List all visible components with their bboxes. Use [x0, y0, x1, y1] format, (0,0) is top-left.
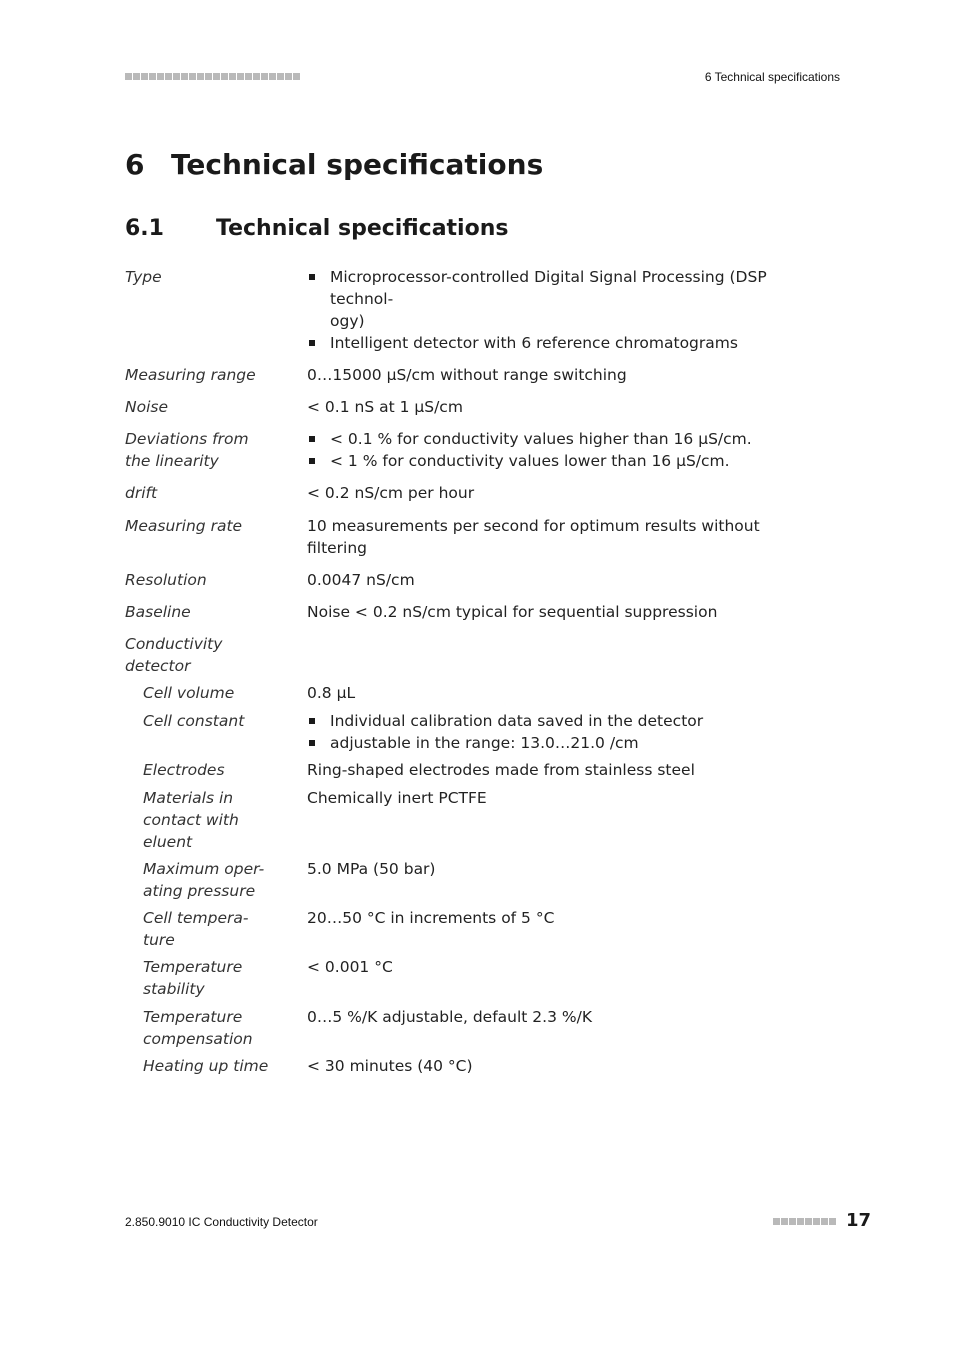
spec-label: Cell volume: [143, 684, 235, 702]
spec-label: Cell tempera- ture: [143, 909, 249, 949]
header-decoration: [125, 73, 300, 80]
spec-row-conductivity-detector: [125, 633, 815, 677]
spec-row-drift: [125, 482, 815, 504]
spec-row-temperature-compensation: [125, 1006, 815, 1050]
spec-row-measuring-rate: [125, 515, 815, 559]
spec-label: Temperature compensation: [143, 1008, 253, 1048]
chapter-title: Technical specifications: [171, 148, 544, 181]
spec-row-temperature-stability: [125, 956, 815, 1000]
spec-value: 0…15000 µS/cm without range switching: [307, 366, 627, 384]
spec-row-type: [125, 266, 815, 354]
spec-table: [125, 266, 815, 1077]
spec-row-heating-up-time: [125, 1055, 815, 1077]
bullet-item: Intelligent detector with 6 reference chromatograms: [307, 332, 815, 354]
spec-label: Resolution: [125, 571, 207, 589]
spec-value: [307, 710, 815, 754]
spec-value: < 0.001 °C: [307, 958, 393, 976]
spec-row-materials: [125, 787, 815, 853]
spec-row-cell-constant: [125, 710, 815, 754]
spec-value: < 0.2 nS/cm per hour: [307, 484, 475, 502]
spec-label: Noise: [125, 398, 168, 416]
spec-label: Materials in contact with eluent: [143, 789, 239, 851]
spec-value: Chemically inert PCTFE: [307, 789, 487, 807]
spec-value: [307, 266, 815, 354]
spec-value: 0…5 %/K adjustable, default 2.3 %/K: [307, 1008, 593, 1026]
spec-value: 20…50 °C in increments of 5 °C: [307, 909, 555, 927]
spec-row-measuring-range: [125, 364, 815, 386]
spec-row-deviations: [125, 428, 815, 472]
spec-row-resolution: [125, 569, 815, 591]
spec-value: 5.0 MPa (50 bar): [307, 860, 436, 878]
bullet-item: < 1 % for conductivity values lower than 16 µS/cm.: [307, 450, 815, 472]
spec-row-cell-volume: [125, 682, 815, 704]
running-header: 6 Technical specifications: [704, 70, 840, 84]
section-heading: [125, 216, 508, 241]
spec-label: Electrodes: [143, 761, 225, 779]
spec-value: 0.0047 nS/cm: [307, 571, 415, 589]
spec-row-baseline: [125, 601, 815, 623]
spec-row-noise: [125, 396, 815, 418]
section-number: 6.1: [125, 216, 164, 241]
spec-label: Cell constant: [143, 712, 245, 730]
page-number: 17: [846, 1210, 872, 1231]
spec-value: Ring-shaped electrodes made from stainless steel: [307, 761, 695, 779]
spec-value: 10 measurements per second for optimum results without filtering: [307, 517, 760, 557]
spec-value: [307, 633, 815, 677]
spec-row-electrodes: [125, 759, 815, 781]
chapter-heading: [125, 148, 543, 181]
spec-value: 0.8 µL: [307, 684, 356, 702]
spec-value: [307, 428, 815, 472]
spec-row-max-pressure: [125, 858, 815, 902]
spec-label: Measuring range: [125, 366, 256, 384]
spec-value: < 0.1 nS at 1 µS/cm: [307, 398, 463, 416]
footer-decoration: [773, 1218, 836, 1225]
bullet-item: Microprocessor-controlled Digital Signal Processing (DSP technol- ogy): [307, 266, 800, 332]
spec-label: Conductivity detector: [125, 635, 223, 675]
spec-label: drift: [125, 484, 158, 502]
footer-document-title: 2.850.9010 IC Conductivity Detector: [125, 1215, 318, 1229]
bullet-item: adjustable in the range: 13.0…21.0 /cm: [307, 732, 815, 754]
chapter-number: 6: [125, 148, 145, 181]
section-title: Technical specifications: [216, 216, 509, 241]
bullet-item: Individual calibration data saved in the detector: [307, 710, 815, 732]
spec-label: Heating up time: [143, 1057, 269, 1075]
spec-row-cell-temperature: [125, 907, 815, 951]
spec-label: Maximum oper- ating pressure: [143, 860, 265, 900]
spec-value: < 30 minutes (40 °C): [307, 1057, 473, 1075]
spec-label: Temperature stability: [143, 958, 243, 998]
spec-label: Deviations from the linearity: [125, 430, 249, 470]
spec-value: Noise < 0.2 nS/cm typical for sequential suppression: [307, 603, 718, 621]
spec-label: Type: [125, 268, 162, 286]
spec-label: Baseline: [125, 603, 191, 621]
spec-label: Measuring rate: [125, 517, 243, 535]
bullet-item: < 0.1 % for conductivity values higher than 16 µS/cm.: [307, 428, 815, 450]
